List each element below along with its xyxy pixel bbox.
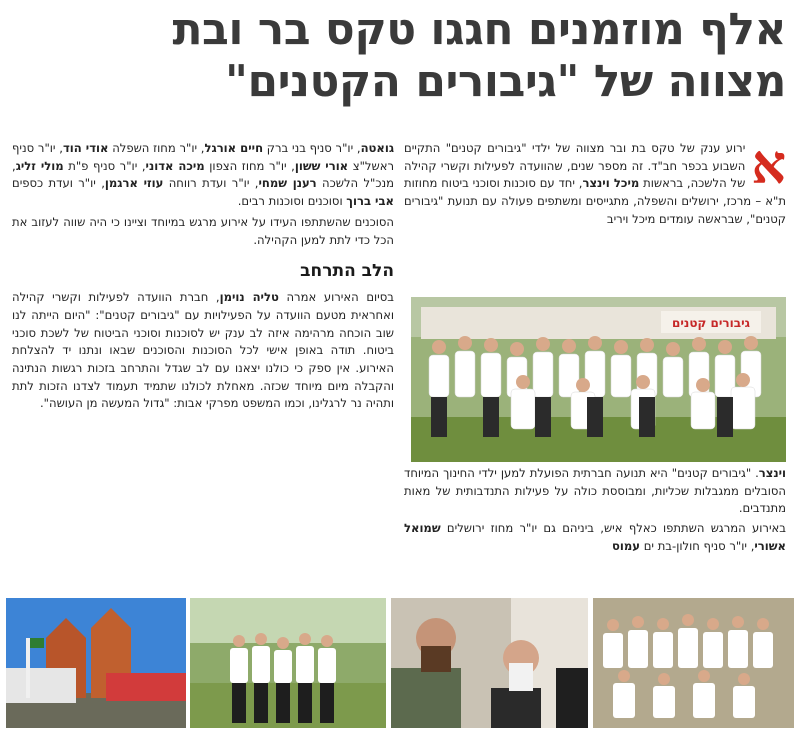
dropcap: א [751, 132, 786, 196]
article-column-right-continued [404, 465, 786, 557]
headline-line-2: מצווה של "גיבורים הקטנים" [225, 56, 786, 107]
photo-group-grass [190, 598, 386, 728]
rabbi-photo-illustration [391, 598, 588, 728]
paragraph-movement: וינצר. "גיבורים קטנים" היא תנועה חברתית הפועלת למען ילדי החינוך המיוחד הסובלים ממגבלות שכליות, ומבוססת כולה על פעילות התנדבותית של מאות מתנדבים. [404, 466, 786, 516]
paragraph-attendees: באירוע המרגש השתתפו כאלף איש, ביניהם גם יו"ר מחוז ירושלים שמואל אשורי, יו"ר סניף חולון-בת ים עמוס [404, 521, 786, 553]
venue-photo-illustration [6, 598, 186, 728]
banner-text: גיבורים קטנים [672, 316, 750, 330]
paragraph-attendees-list: גואטה, יו"ר סניף בני ברק חיים אורגל, יו"ר מחוז השפלה אודי הוד, יו"ר סניף ראשל"צ אורי ששון, יו"ר מחוז הצפון מיכה אדוני, יו"ר סניף פ"ת מולי זליג, מנכ"ל הלשכה רענן שמחי, יו"ר ועדת רווחה עוזי ארגמן, יו"ר ועדת כספים אבי ברוך וסוכנים וסוכנות רבים. [12, 141, 395, 209]
group-photo-illustration [411, 297, 786, 462]
group-photo-main [411, 297, 786, 462]
photo-group-white-shirts [593, 598, 794, 728]
paragraph-testimony: הסוכנים שהשתתפו העידו על אירוע מרגש במיוחד וציינו כי היה שווה לעזוב את הכל כדי לתת למען הקהילה. [12, 214, 394, 247]
person-name: מיכל וינצר [582, 176, 640, 191]
photo-rabbi-portrait [391, 598, 588, 728]
subhead: הלב התרחב [300, 261, 394, 282]
article-column-left [12, 140, 394, 414]
white-shirts-photo-illustration [593, 598, 794, 728]
grass-photo-illustration [190, 598, 386, 728]
headline [14, 4, 786, 108]
headline-line-1: אלף מוזמנים חגגו טקס בר ובת [172, 4, 786, 55]
paragraph-closing-quote: בסיום האירוע אמרה טליה נוימן, חברת הוועדה לפעילות וקשרי קהילה ואחראית מטעם הוועדה על הפעילויות עם "גיבורים קטנים": "היום הייתה לנו שוב הוכחה מרהימה איזה לב ענק יש לסוכנות וסוכני הביטוח של לשכת סוכני ביטוח. תודה באופן אישי לכל הסוכנות והסוכנים שבאו ונתנו יד להצלחת האירוע. אין ספק כי כולנו יצאנו עם לב שגדל והתרחב בזכות רגשות הנתינה והקבלה מיום מיוחד שכזה. מאחלת לכולנו שתמיד תעמוד לצדנו הזכות לתת ותהיה נר לרגלינו, וכמו המשפט מפרקי אבות: "גדול המעשה מן העושה". [12, 290, 394, 411]
photo-event-venue [6, 598, 186, 728]
paragraph-intro: א ירוע ענק של טקס בת ובר מצווה של ילדי "גיבורים קטנים" התקיים השבוע בכפר חב"ד. זה מספר שנים, שהוועדה לפעילות וקשרי קהילה של הלשכה, בראשות מיכל וינצר, יחד עם סוכנות וסוכני ביטוח מחוזות ת"א – מרכז, ירושלים והשפלה, מתגייסים ומשתפים פעולה עם תנועת "גיבורים קטנים", שבראשה עומדים מיכל ויריב [404, 132, 786, 226]
article-column-right [404, 132, 786, 230]
